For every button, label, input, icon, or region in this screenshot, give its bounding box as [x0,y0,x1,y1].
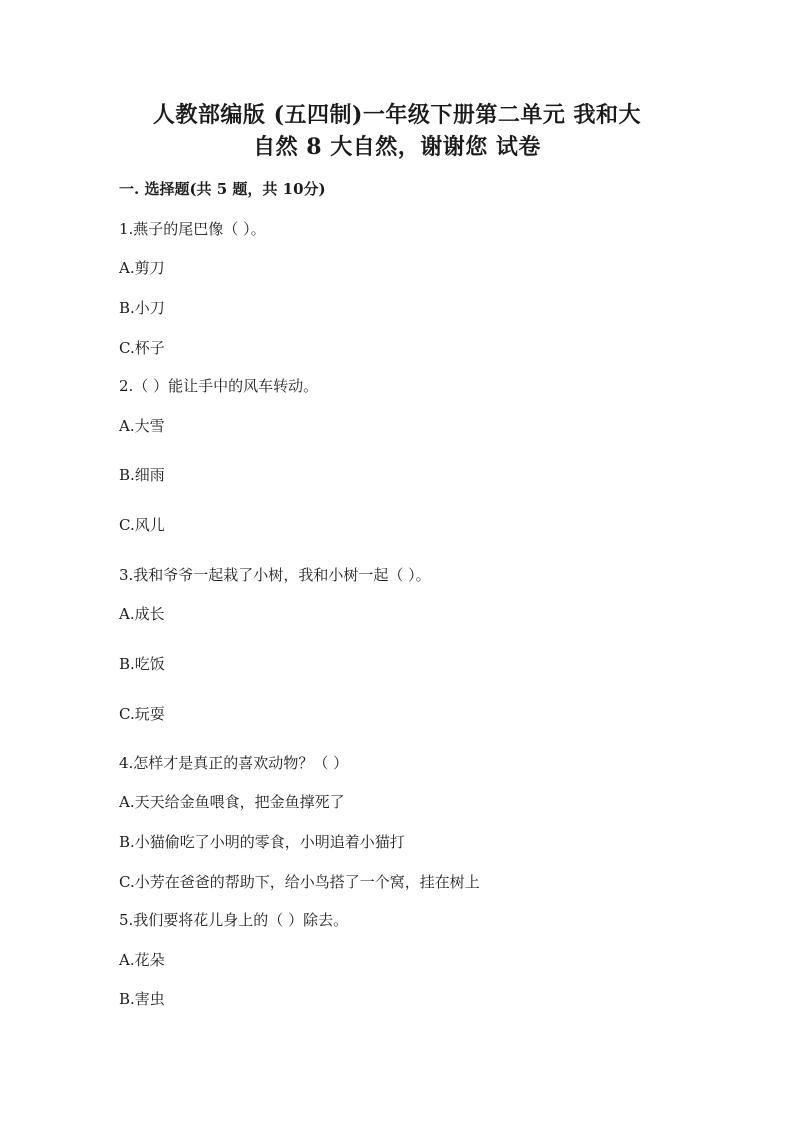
question-3-stem: 3.我和爷爷一起栽了小树，我和小树一起（ ）。 [119,566,431,584]
document-title-line-2: 自然 8 大自然，谢谢您 试卷 [253,134,541,160]
question-1-stem: 1.燕子的尾巴像（ ）。 [119,220,266,238]
question-3-option-a: A.成长 [119,605,165,623]
question-2-stem: 2.（ ）能让手中的风车转动。 [119,377,319,395]
question-4-option-c: C.小芳在爸爸的帮助下，给小鸟搭了一个窝，挂在树上 [119,873,480,891]
question-2-option-a: A.大雪 [119,417,165,435]
document-title-line-1: 人教部编版 (五四制)一年级下册第二单元 我和大 [152,102,642,128]
question-1-option-c: C.杯子 [119,339,165,357]
question-4-stem: 4.怎样才是真正的喜欢动物？（ ） [119,754,349,772]
section-heading: 一. 选择题(共 5 题，共 10分) [119,180,326,198]
question-3-option-c: C.玩耍 [119,705,165,723]
question-1-option-b: B.小刀 [119,299,165,317]
question-5-option-a: A.花朵 [119,951,165,969]
question-2-option-b: B.细雨 [119,466,165,484]
question-3-option-b: B.吃饭 [119,655,165,673]
question-1-option-a: A.剪刀 [119,259,165,277]
question-4-option-a: A.天天给金鱼喂食，把金鱼撑死了 [119,793,345,811]
question-4-option-b: B.小猫偷吃了小明的零食，小明追着小猫打 [119,833,405,851]
question-2-option-c: C.风儿 [119,516,165,534]
question-5-option-b: B.害虫 [119,990,165,1008]
question-5-stem: 5.我们要将花儿身上的（ ）除去。 [119,911,349,929]
